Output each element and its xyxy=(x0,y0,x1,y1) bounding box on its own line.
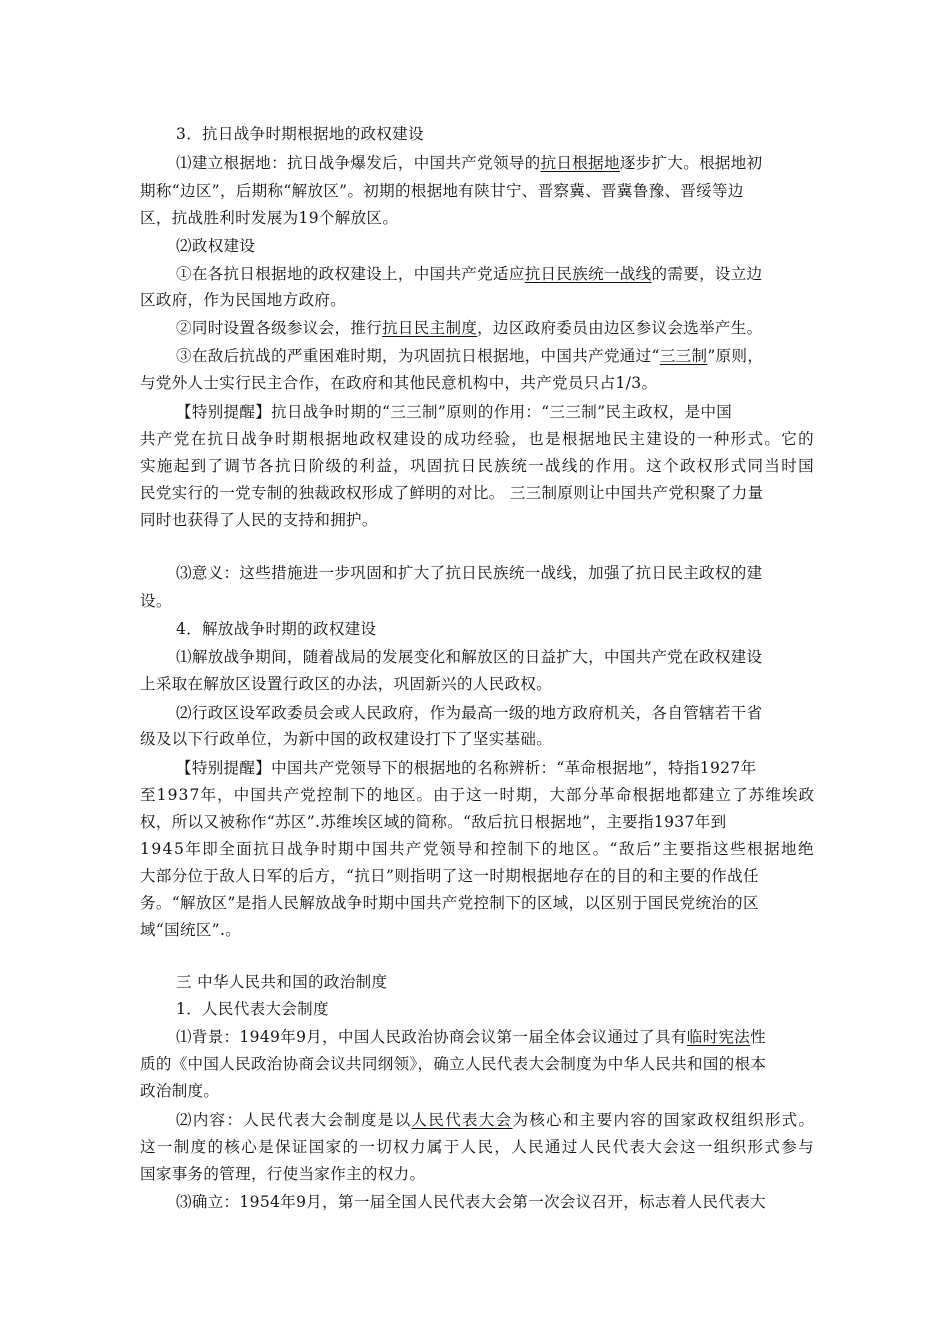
text-run: 质的《中国人民政治协商会议共同纲领》，确立人民代表大会制度为中华人民共和国的根本 xyxy=(140,1055,767,1073)
text-run: ⑵政权建设 xyxy=(176,237,256,255)
paragraph-line xyxy=(140,208,398,228)
paragraph-line xyxy=(140,1054,766,1074)
text-run: ③在敌后抗战的严重困难时期，为巩固抗日根据地，中国共产党通过“ xyxy=(176,347,660,365)
paragraph-line xyxy=(176,703,762,723)
note-line xyxy=(176,758,756,778)
text-run: 4．解放战争时期的政权建设 xyxy=(176,620,377,638)
text-run: ⑵行政区设军政委员会或人民政府，作为最高一级的地方政府机关，各自管辖若干省 xyxy=(176,704,763,722)
text-run: 为核心和主要内容的国家政权组织形式。 xyxy=(512,1111,816,1129)
note-line xyxy=(140,456,815,476)
text-run: 这一制度的核心是保证国家的一切权力属于人民，人民通过人民代表大会这一组织形式参与 xyxy=(140,1138,816,1156)
text-run: 3．抗日战争时期根据地的政权建设 xyxy=(176,125,424,143)
text-run: 【特别提醒】中国共产党领导下的根据地的名称辨析：“革命根据地”，特指1927年 xyxy=(176,759,757,777)
text-run: 的需要，设立边 xyxy=(651,265,763,283)
note-line xyxy=(140,920,241,940)
underlined-key-term: 抗日民族统一战线 xyxy=(524,265,652,283)
paragraph-line xyxy=(140,373,657,393)
note-line xyxy=(140,812,726,832)
paragraph-line xyxy=(140,290,346,310)
text-run: ①在各抗日根据地的政权建设上，中国共产党适应 xyxy=(176,265,525,283)
underlined-key-term: 抗日根据地 xyxy=(540,154,620,172)
text-run: 同时也获得了人民的支持和拥护。 xyxy=(140,511,378,529)
paragraph-line xyxy=(176,563,762,583)
text-run: ⑶意义：这些措施进一步巩固和扩大了抗日民族统一战线，加强了抗日民主政权的建 xyxy=(176,564,763,582)
text-run: 实施起到了调节各抗日阶级的利益，巩固抗日民族统一战线的作用。这个政权形式同当时国 xyxy=(140,457,816,475)
paragraph-line xyxy=(176,1110,815,1130)
text-run: 逐步扩大。根据地初 xyxy=(619,154,763,172)
note-line xyxy=(140,785,815,805)
paragraph-line xyxy=(140,1081,219,1101)
section-heading xyxy=(176,619,376,639)
paragraph-line xyxy=(140,729,552,749)
note-line xyxy=(140,483,763,503)
text-run: ⑴背景：1949年9月，中国人民政治协商会议第一届全体会议通过了具有 xyxy=(176,1028,687,1046)
text-run: 至1937年，中国共产党控制下的地区。由于这一时期，大部分革命根据地都建立了苏维埃政 xyxy=(140,786,816,804)
text-run: ⑴建立根据地：抗日战争爆发后，中国共产党领导的 xyxy=(176,154,541,172)
text-run: 区，抗战胜利时发展为19个解放区。 xyxy=(140,209,399,227)
text-run: ②同时设置各级参议会，推行 xyxy=(176,319,383,337)
text-run: ⑶确立：1954年9月，第一届全国人民代表大会第一次会议召开，标志着人民代表大 xyxy=(176,1193,766,1211)
text-run: ”原则， xyxy=(707,347,764,365)
text-run: ，边区政府委员由边区参议会选举产生。 xyxy=(477,319,763,337)
underlined-key-term: 三三制 xyxy=(659,347,708,365)
text-run: 区政府，作为民国地方政府。 xyxy=(140,291,347,309)
text-run: 1945年即全面抗日战争时期中国共产党领导和控制下的地区。“敌后”主要指这些根据地绝 xyxy=(140,840,815,858)
paragraph-line xyxy=(176,647,762,667)
text-run: 1．人民代表大会制度 xyxy=(176,1000,329,1018)
text-run: 权，所以又被称作“苏区”.苏维埃区域的简称。“敌后抗日根据地”，主要指1937年到 xyxy=(140,813,727,831)
paragraph-line xyxy=(140,1137,815,1157)
text-run: 域“国统区”.。 xyxy=(140,921,242,939)
paragraph-line xyxy=(140,674,552,694)
note-line xyxy=(140,893,759,913)
paragraph-line xyxy=(140,591,172,611)
text-run: 民党实行的一党专制的独裁政权形成了鲜明的对比。 三三制原则让中国共产党积聚了力量 xyxy=(140,484,764,502)
section-heading xyxy=(176,124,424,144)
paragraph-line xyxy=(176,153,762,173)
paragraph-line xyxy=(140,181,744,201)
paragraph-line xyxy=(176,264,762,284)
note-line xyxy=(140,866,759,886)
note-line xyxy=(140,839,815,859)
subheading xyxy=(176,236,255,256)
text-run: ⑵内容：人民代表大会制度是以 xyxy=(176,1111,412,1129)
text-run: 大部分位于敌人日军的后方，“抗日”则指明了这一时期根据地存在的目的和主要的作战任 xyxy=(140,867,759,885)
underlined-key-term: 临时宪法 xyxy=(686,1028,751,1046)
text-run: 共产党在抗日战争时期根据地政权建设的成功经验，也是根据地民主建设的一种形式。它的 xyxy=(140,430,816,448)
text-run: 国家事务的管理，行使当家作主的权力。 xyxy=(140,1165,426,1183)
paragraph-line xyxy=(176,1027,766,1047)
text-run: 上采取在解放区设置行政区的办法，巩固新兴的人民政权。 xyxy=(140,675,553,693)
paragraph-line xyxy=(176,346,763,366)
paragraph-line xyxy=(140,1164,425,1184)
paragraph-line xyxy=(176,1192,766,1212)
text-run: 政治制度。 xyxy=(140,1082,220,1100)
text-run: 三 中华人民共和国的政治制度 xyxy=(176,973,388,991)
text-run: ⑴解放战争期间，随着战局的发展变化和解放区的日益扩大，中国共产党在政权建设 xyxy=(176,648,763,666)
text-run: 【特别提醒】抗日战争时期的“三三制”原则的作用：“三三制”民主政权，是中国 xyxy=(176,403,733,421)
text-run: 与党外人士实行民主合作，在政府和其他民意机构中，共产党员只占1/3。 xyxy=(140,374,658,392)
underlined-key-term: 人民代表大会 xyxy=(411,1111,513,1129)
note-line xyxy=(140,510,378,530)
chapter-heading xyxy=(176,972,387,992)
paragraph-line xyxy=(176,318,762,338)
note-line xyxy=(140,429,815,449)
text-run: 期称“边区”，后期称“解放区”。初期的根据地有陕甘宁、晋察冀、晋冀鲁豫、晋绥等边 xyxy=(140,182,744,200)
text-run: 务。“解放区”是指人民解放战争时期中国共产党控制下的区域，以区别于国民党统治的区 xyxy=(140,894,759,912)
text-run: 级及以下行政单位，为新中国的政权建设打下了坚实基础。 xyxy=(140,730,553,748)
underlined-key-term: 抗日民主制度 xyxy=(382,319,478,337)
text-run: 性 xyxy=(750,1028,766,1046)
section-heading xyxy=(176,999,329,1019)
note-line xyxy=(176,402,732,422)
text-run: 设。 xyxy=(140,592,172,610)
